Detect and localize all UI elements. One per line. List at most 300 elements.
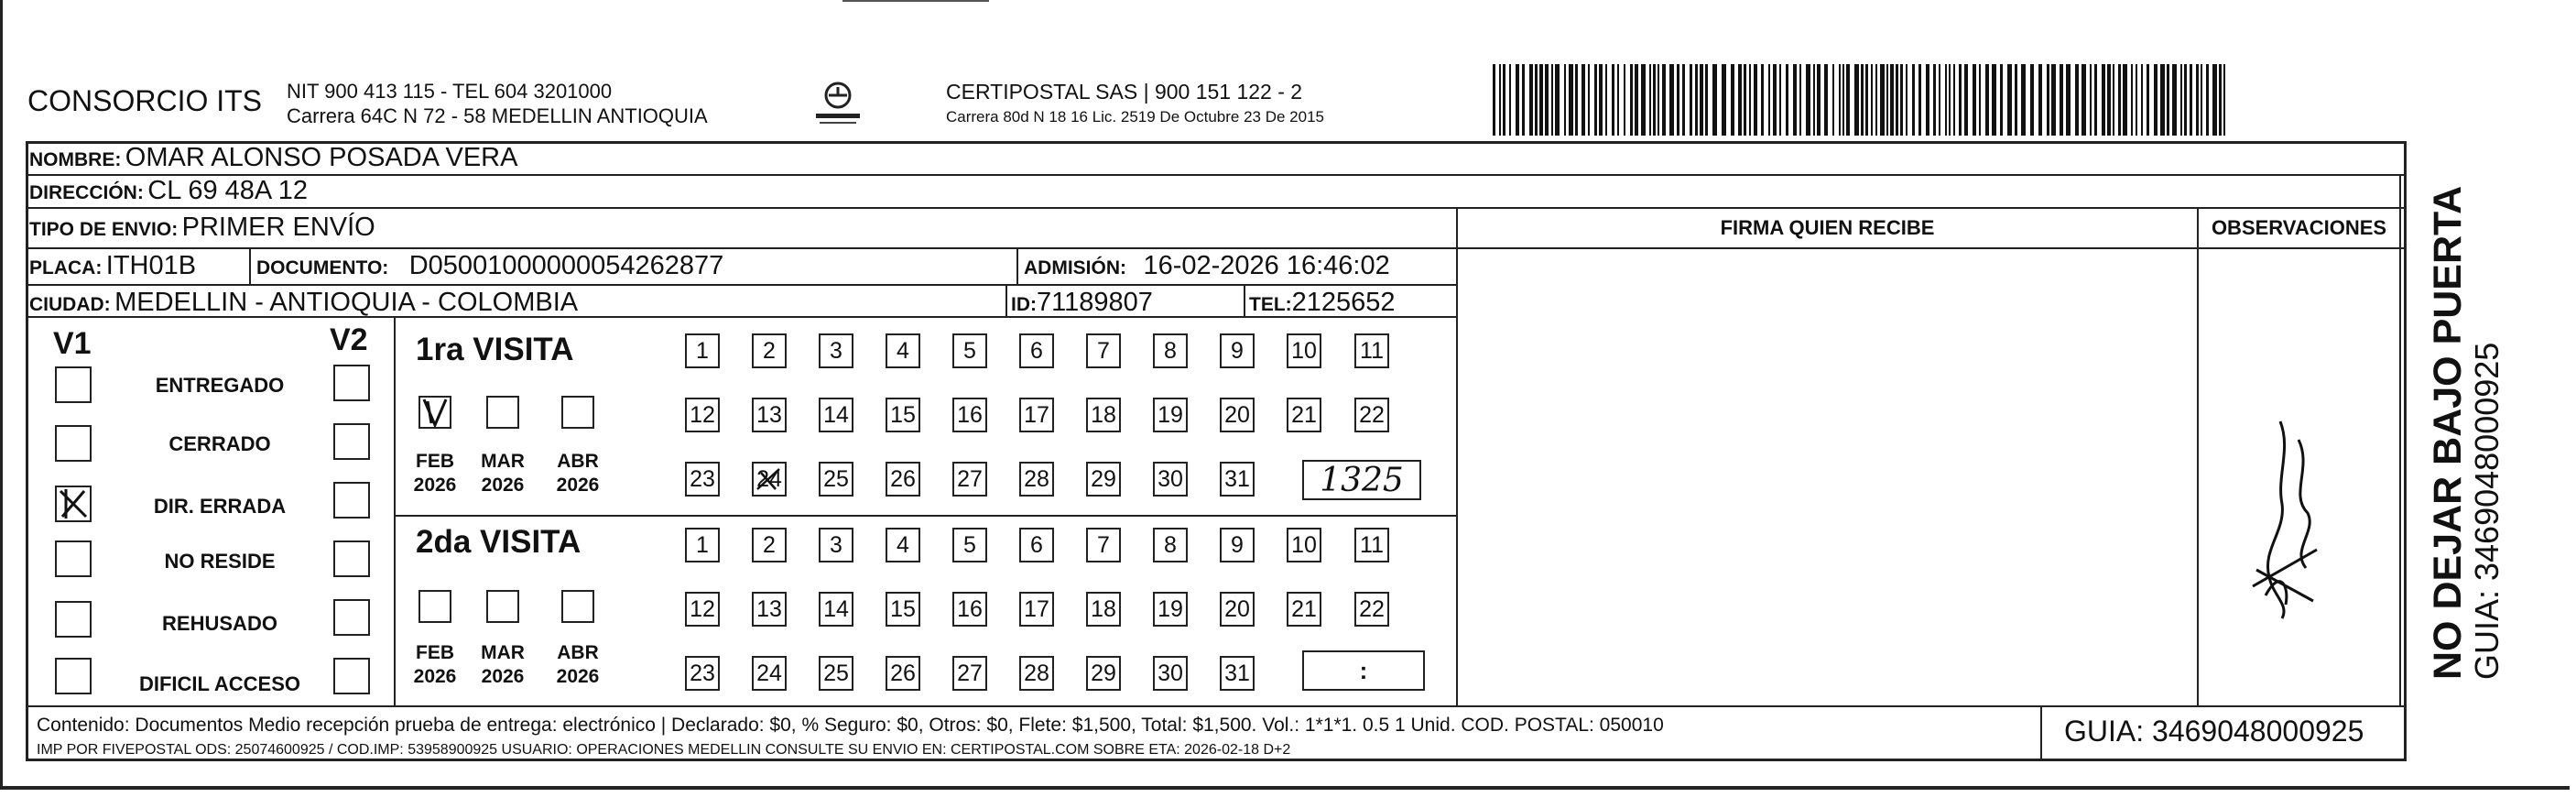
tipo-label: TIPO DE ENVIO: [29, 219, 179, 240]
day-number: 28 [1024, 466, 1049, 492]
handwritten-check-mark [418, 396, 451, 429]
certipostal-logo [810, 73, 865, 128]
barcode-bar [1779, 64, 1781, 136]
col-line [2197, 209, 2199, 705]
barcode-bar [1900, 64, 1903, 136]
barcode-bar [2167, 64, 2169, 136]
day-number: 14 [823, 402, 849, 428]
barcode-bar [1551, 64, 1553, 136]
barcode-bar [2223, 64, 2225, 136]
status-label-rehusado: REHUSADO [162, 612, 277, 635]
row-line [26, 207, 2407, 209]
month-year: 2026 [413, 666, 457, 687]
placa-value: ITH01B [105, 251, 197, 280]
barcode-bar [1653, 64, 1656, 136]
direccion-row [29, 176, 308, 206]
first-visit-day-1[interactable] [685, 333, 720, 368]
row-line [26, 284, 1456, 286]
barcode-bar [1630, 64, 1633, 136]
barcode-bar [1617, 64, 1619, 136]
status-label-entregado: ENTREGADO [155, 374, 285, 397]
barcode-bar [1865, 64, 1868, 136]
first-visit-month-mar-label [477, 450, 528, 497]
first-visit-day-20[interactable] [1220, 398, 1255, 432]
barcode-bar [1499, 64, 1501, 136]
barcode-bar [1669, 64, 1674, 136]
day-number: 15 [890, 402, 916, 428]
company-address: Carrera 64C N 72 - 58 MEDELLIN ANTIOQUIA [287, 104, 708, 127]
company-info [287, 79, 708, 128]
handwritten-x-mark [55, 486, 92, 522]
second-visit-day-11[interactable] [1354, 528, 1389, 562]
handwritten-signature [2225, 412, 2344, 623]
barcode-bar [2113, 64, 2114, 136]
day-number: 23 [690, 661, 715, 686]
v2-checkbox-cerrado[interactable] [333, 423, 370, 460]
ciudad-cell [29, 288, 578, 318]
day-number: 10 [1291, 338, 1317, 364]
barcode-bar [1871, 64, 1873, 136]
first-visit-day-13[interactable] [752, 398, 787, 432]
first-visit-day-22[interactable] [1354, 398, 1389, 432]
second-visit-day-30[interactable] [1153, 656, 1188, 691]
day-number: 8 [1164, 532, 1177, 558]
barcode-bar [2160, 64, 2165, 136]
day-number: 7 [1097, 532, 1110, 558]
barcode-bar [1949, 64, 1951, 136]
day-number: 18 [1091, 402, 1116, 428]
barcode-bar [2047, 64, 2049, 136]
id-value: 71189807 [1037, 288, 1153, 317]
barcode-bar [1953, 64, 1955, 136]
barcode-bar [1545, 64, 1549, 136]
day-number: 22 [1359, 402, 1385, 428]
first-visit-title: 1ra VISITA [416, 332, 574, 367]
barcode-bar [2118, 64, 2121, 136]
barcode-bar [1773, 64, 1777, 136]
barcode-bar [1539, 64, 1543, 136]
barcode-bar [1813, 64, 1815, 136]
day-number: 1 [696, 338, 709, 364]
side-warning [2427, 186, 2505, 680]
barcode-bar [1890, 64, 1894, 136]
handwritten-day-mark [752, 462, 787, 497]
v1-checkbox-entregado[interactable] [55, 366, 92, 403]
barcode-bar [1722, 64, 1726, 136]
day-number: 18 [1091, 596, 1116, 622]
first-visit-day-31[interactable] [1220, 462, 1255, 497]
first-visit-day-28[interactable] [1019, 462, 1054, 497]
admision-cell [1024, 251, 1390, 281]
day-number: 20 [1224, 596, 1250, 622]
barcode-bar [1738, 64, 1742, 136]
day-number: 12 [690, 402, 715, 428]
admision-value: 16-02-2026 16:46:02 [1143, 251, 1390, 280]
barcode [1493, 64, 2225, 136]
day-number: 13 [756, 596, 782, 622]
barcode-bar [1564, 64, 1566, 136]
barcode-bar [1793, 64, 1797, 136]
barcode-bar [2102, 64, 2105, 136]
second-visit-day-9[interactable] [1220, 528, 1255, 562]
barcode-bar [2184, 64, 2187, 136]
second-visit-day-31[interactable] [1220, 656, 1255, 691]
col-line [1244, 286, 1245, 316]
second-visit-day-15[interactable] [886, 592, 920, 627]
firma-header: FIRMA QUIEN RECIBE [1720, 216, 1935, 239]
month-name: ABR [557, 451, 599, 472]
status-label-dir-errada: DIR. ERRADA [153, 495, 287, 518]
first-visit-day-21[interactable] [1287, 398, 1321, 432]
row-line [26, 174, 2407, 176]
carrier-info [946, 79, 1324, 130]
barcode-bar [1588, 64, 1590, 136]
second-visit-day-7[interactable] [1086, 528, 1121, 562]
barcode-bar [2219, 64, 2222, 136]
barcode-bar [1503, 64, 1505, 136]
barcode-bar [1624, 64, 1625, 136]
month-name: MAR [481, 451, 525, 472]
side-guia-number: GUIA: 3469048000925 [2468, 342, 2505, 680]
first-visit-day-3[interactable] [819, 333, 853, 368]
barcode-bar [1846, 64, 1850, 136]
first-visit-day-6[interactable] [1019, 333, 1054, 368]
carrier-address: Carrera 80d N 18 16 Lic. 2519 De Octubre 23 De 2015 [946, 108, 1324, 126]
second-visit-day-20[interactable] [1220, 592, 1255, 627]
barcode-bar [1635, 64, 1638, 136]
barcode-bar [1842, 64, 1844, 136]
barcode-bar [1555, 64, 1560, 136]
barcode-bar [1768, 64, 1770, 136]
ciudad-value: MEDELLIN - ANTIOQUIA - COLOMBIA [114, 288, 579, 317]
day-number: 20 [1224, 402, 1250, 428]
day-number: 29 [1091, 661, 1116, 686]
day-number: 27 [957, 661, 983, 686]
day-number: 19 [1158, 596, 1183, 622]
barcode-bar [2131, 64, 2133, 136]
second-visit-day-4[interactable] [886, 528, 920, 562]
nombre-value: OMAR ALONSO POSADA VERA [125, 143, 518, 172]
barcode-bar [2075, 64, 2079, 136]
col-line [1456, 209, 1458, 705]
barcode-bar [1880, 64, 1885, 136]
barcode-bar [1744, 64, 1746, 136]
observaciones-header: OBSERVACIONES [2211, 216, 2387, 239]
barcode-bar [2136, 64, 2137, 136]
first-visit-day-30[interactable] [1153, 462, 1188, 497]
admision-label: ADMISIÓN: [1024, 257, 1126, 278]
barcode-bar [1662, 64, 1666, 136]
first-visit-day-4[interactable] [886, 333, 920, 368]
barcode-bar [1817, 64, 1821, 136]
first-visit-month-feb-checkbox[interactable] [418, 396, 451, 429]
no-dejar-bajo-puerta: NO DEJAR BAJO PUERTA [2426, 185, 2470, 680]
col-line [1016, 249, 1018, 284]
second-visit-day-2[interactable] [752, 528, 787, 562]
tel-label: TEL: [1249, 294, 1292, 315]
second-visit-day-12[interactable] [685, 592, 720, 627]
month-name: MAR [481, 642, 525, 663]
barcode-bar [1749, 64, 1751, 136]
day-number: 28 [1024, 661, 1049, 686]
barcode-bar [1964, 64, 1968, 136]
col-line [249, 249, 251, 284]
barcode-bar [1945, 64, 1947, 136]
second-visit-day-25[interactable] [819, 656, 853, 691]
barcode-bar [2154, 64, 2158, 136]
day-number: 24 [756, 661, 782, 686]
barcode-bar [2206, 64, 2209, 136]
second-visit-day-8[interactable] [1153, 528, 1188, 562]
barcode-bar [1529, 64, 1533, 136]
first-visit-day-19[interactable] [1153, 398, 1188, 432]
first-visit-day-24[interactable] [752, 462, 787, 497]
first-visit-day-14[interactable] [819, 398, 853, 432]
first-visit-day-29[interactable] [1086, 462, 1121, 497]
day-number: 22 [1359, 596, 1385, 622]
day-number: 10 [1291, 532, 1317, 558]
second-visit-day-16[interactable] [952, 592, 987, 627]
day-number: 19 [1158, 402, 1183, 428]
month-name: FEB [416, 451, 454, 472]
barcode-bar [2180, 64, 2182, 136]
guia-number: GUIA: 3469048000925 [2064, 715, 2364, 748]
second-visit-day-23[interactable] [685, 656, 720, 691]
first-visit-day-18[interactable] [1086, 398, 1121, 432]
barcode-bar [1896, 64, 1898, 136]
first-visit-day-9[interactable] [1220, 333, 1255, 368]
day-number: 4 [897, 338, 909, 364]
day-number: 23 [690, 466, 715, 492]
day-number: 17 [1024, 596, 1049, 622]
day-number: 6 [1030, 338, 1043, 364]
day-number: 5 [963, 338, 976, 364]
barcode-bar [1754, 64, 1757, 136]
month-name: FEB [416, 642, 454, 663]
first-visit-day-17[interactable] [1019, 398, 1054, 432]
status-label-cerrado: CERRADO [168, 432, 271, 455]
second-visit-day-13[interactable] [752, 592, 787, 627]
first-visit-month-mar-checkbox[interactable] [486, 396, 519, 429]
barcode-bar [1926, 64, 1929, 136]
day-number: 21 [1291, 402, 1317, 428]
barcode-bar [1695, 64, 1698, 136]
ciudad-label: CIUDAD: [29, 294, 111, 315]
barcode-bar [1677, 64, 1679, 136]
day-number: 2 [763, 338, 776, 364]
barcode-bar [1806, 64, 1810, 136]
barcode-bar [2015, 64, 2017, 136]
v2-checkbox-no-reside[interactable] [333, 540, 370, 577]
barcode-bar [1832, 64, 1834, 136]
barcode-bar [1605, 64, 1607, 136]
nit-line: NIT 900 413 115 - TEL 604 3201000 [287, 80, 613, 103]
documento-value: D05001000000054262877 [408, 251, 724, 280]
v2-checkbox-dir-errada[interactable] [333, 482, 370, 519]
direccion-value: CL 69 48A 12 [147, 176, 308, 205]
barcode-bar [2060, 64, 2063, 136]
v1-header: V1 [53, 326, 92, 361]
second-visit-day-5[interactable] [952, 528, 987, 562]
v1-checkbox-cerrado[interactable] [55, 425, 92, 462]
barcode-bar [1535, 64, 1538, 136]
first-visit-day-26[interactable] [886, 462, 920, 497]
barcode-bar [1522, 64, 1525, 136]
documento-label: DOCUMENTO: [256, 257, 389, 278]
day-number: 30 [1158, 466, 1183, 492]
first-visit-day-7[interactable] [1086, 333, 1121, 368]
v1-checkbox-dir-errada[interactable] [55, 486, 92, 522]
carrier-name: CERTIPOSTAL SAS | 900 151 122 - 2 [946, 80, 1303, 104]
first-visit-day-8[interactable] [1153, 333, 1188, 368]
month-year: 2026 [413, 475, 457, 496]
barcode-bar [1979, 64, 1981, 136]
barcode-bar [2147, 64, 2149, 136]
v1-checkbox-no-reside[interactable] [55, 540, 92, 577]
day-number: 16 [957, 596, 983, 622]
print-info-line: IMP POR FIVEPOSTAL ODS: 25074600925 / COD.IMP: 53958900925 USUARIO: OPERACIONES MEDELLIN CONSULTE SU ENVIO EN: CERTIPOSTAL.COM SOBRE ETA: 2026-02-18 D+2 [37, 742, 1291, 758]
first-visit-month-abr-checkbox[interactable] [561, 396, 594, 429]
second-visit-title: 2da VISITA [416, 524, 582, 560]
barcode-bar [1786, 64, 1788, 136]
first-visit-day-15[interactable] [886, 398, 920, 432]
barcode-bar [1861, 64, 1864, 136]
day-number: 8 [1164, 338, 1177, 364]
second-visit-month-abr-checkbox[interactable] [561, 590, 594, 623]
barcode-bar [2123, 64, 2127, 136]
day-number: 24 [756, 466, 782, 492]
first-visit-day-25[interactable] [819, 462, 853, 497]
v2-checkbox-entregado[interactable] [333, 365, 370, 401]
barcode-bar [2066, 64, 2071, 136]
second-visit-day-26[interactable] [886, 656, 920, 691]
second-visit-day-3[interactable] [819, 528, 853, 562]
second-visit-day-19[interactable] [1153, 592, 1188, 627]
second-visit-day-17[interactable] [1019, 592, 1054, 627]
day-number: 4 [897, 532, 909, 558]
barcode-bar [2081, 64, 2086, 136]
barcode-bar [1875, 64, 1877, 136]
month-year: 2026 [556, 666, 600, 687]
month-year: 2026 [556, 475, 600, 496]
barcode-bar [1839, 64, 1841, 136]
row-line [26, 247, 2407, 249]
barcode-bar [2196, 64, 2199, 136]
barcode-bar [1599, 64, 1603, 136]
barcode-bar [1906, 64, 1908, 136]
v2-header: V2 [330, 322, 368, 357]
first-visit-month-abr-label [552, 450, 603, 497]
second-visit-time-box[interactable] [1302, 650, 1425, 691]
second-visit-day-21[interactable] [1287, 592, 1321, 627]
barcode-bar [1939, 64, 1940, 136]
nombre-row [29, 143, 517, 173]
barcode-bar [1992, 64, 1996, 136]
placa-cell [29, 251, 196, 281]
second-visit-day-6[interactable] [1019, 528, 1054, 562]
day-number: 25 [823, 661, 849, 686]
col-line [394, 318, 396, 705]
second-visit-day-28[interactable] [1019, 656, 1054, 691]
barcode-bar [1886, 64, 1888, 136]
first-visit-day-27[interactable] [952, 462, 987, 497]
barcode-bar [2030, 64, 2034, 136]
v1-checkbox-rehusado[interactable] [55, 601, 92, 638]
second-visit-day-1[interactable] [685, 528, 720, 562]
barcode-bar [1682, 64, 1685, 136]
day-number: 7 [1097, 338, 1110, 364]
barcode-bar [1612, 64, 1614, 136]
second-visit-day-18[interactable] [1086, 592, 1121, 627]
first-visit-day-12[interactable] [685, 398, 720, 432]
contents-line: Contenido: Documentos Medio recepción prueba de entrega: electrónico | Declarado: $0, % Seguro: $0, Otros: $0, Flete: $1,500, Total: $1,500. Vol.: 1*1*1. 0.5 1 Unid. COD. POSTAL: 050010 [37, 715, 1664, 736]
first-visit-time-value: 1325 [1320, 462, 1404, 499]
second-visit-day-10[interactable] [1287, 528, 1321, 562]
barcode-bar [1912, 64, 1915, 136]
second-visit-month-mar-checkbox[interactable] [486, 590, 519, 623]
first-visit-day-2[interactable] [752, 333, 787, 368]
v2-checkbox-dificil-acceso[interactable] [333, 658, 370, 694]
second-visit-day-14[interactable] [819, 592, 853, 627]
second-visit-month-abr-label [552, 641, 603, 689]
first-visit-day-16[interactable] [952, 398, 987, 432]
row-line [26, 705, 2407, 707]
tipo-value: PRIMER ENVÍO [181, 213, 375, 242]
v2-checkbox-rehusado[interactable] [333, 599, 370, 636]
day-number: 9 [1231, 532, 1244, 558]
top-cut-line [842, 0, 989, 2]
day-number: 5 [963, 532, 976, 558]
first-visit-month-feb-label [409, 450, 461, 497]
barcode-bar [2107, 64, 2111, 136]
barcode-bar [1799, 64, 1801, 136]
second-visit-day-29[interactable] [1086, 656, 1121, 691]
barcode-bar [1761, 64, 1764, 136]
id-label: ID: [1011, 294, 1037, 315]
first-visit-day-11[interactable] [1354, 333, 1389, 368]
second-visit-time-value: : [1359, 657, 1368, 684]
barcode-bar [1959, 64, 1962, 136]
barcode-bar [1973, 64, 1976, 136]
col-line [2040, 707, 2042, 760]
day-number: 31 [1224, 466, 1250, 492]
barcode-bar [1824, 64, 1828, 136]
barcode-bar [1493, 64, 1495, 136]
day-number: 13 [756, 402, 782, 428]
barcode-bar [2090, 64, 2092, 136]
first-visit-day-10[interactable] [1287, 333, 1321, 368]
status-label-no-reside: NO RESIDE [164, 550, 276, 573]
day-number: 1 [696, 532, 709, 558]
company-name: CONSORCIO ITS [27, 84, 263, 117]
second-visit-month-feb-checkbox[interactable] [418, 590, 451, 623]
day-number: 6 [1030, 532, 1043, 558]
second-visit-day-27[interactable] [952, 656, 987, 691]
second-visit-day-22[interactable] [1354, 592, 1389, 627]
first-visit-day-5[interactable] [952, 333, 987, 368]
barcode-bar [2094, 64, 2097, 136]
direccion-label: DIRECCIÓN: [29, 182, 144, 203]
barcode-bar [1985, 64, 1989, 136]
second-visit-day-24[interactable] [752, 656, 787, 691]
v1-checkbox-dificil-acceso[interactable] [55, 658, 92, 694]
barcode-bar [2000, 64, 2003, 136]
day-number: 27 [957, 466, 983, 492]
barcode-bar [1731, 64, 1734, 136]
first-visit-day-23[interactable] [685, 462, 720, 497]
first-visit-time-box[interactable] [1302, 460, 1421, 500]
documento-cell [256, 251, 723, 281]
